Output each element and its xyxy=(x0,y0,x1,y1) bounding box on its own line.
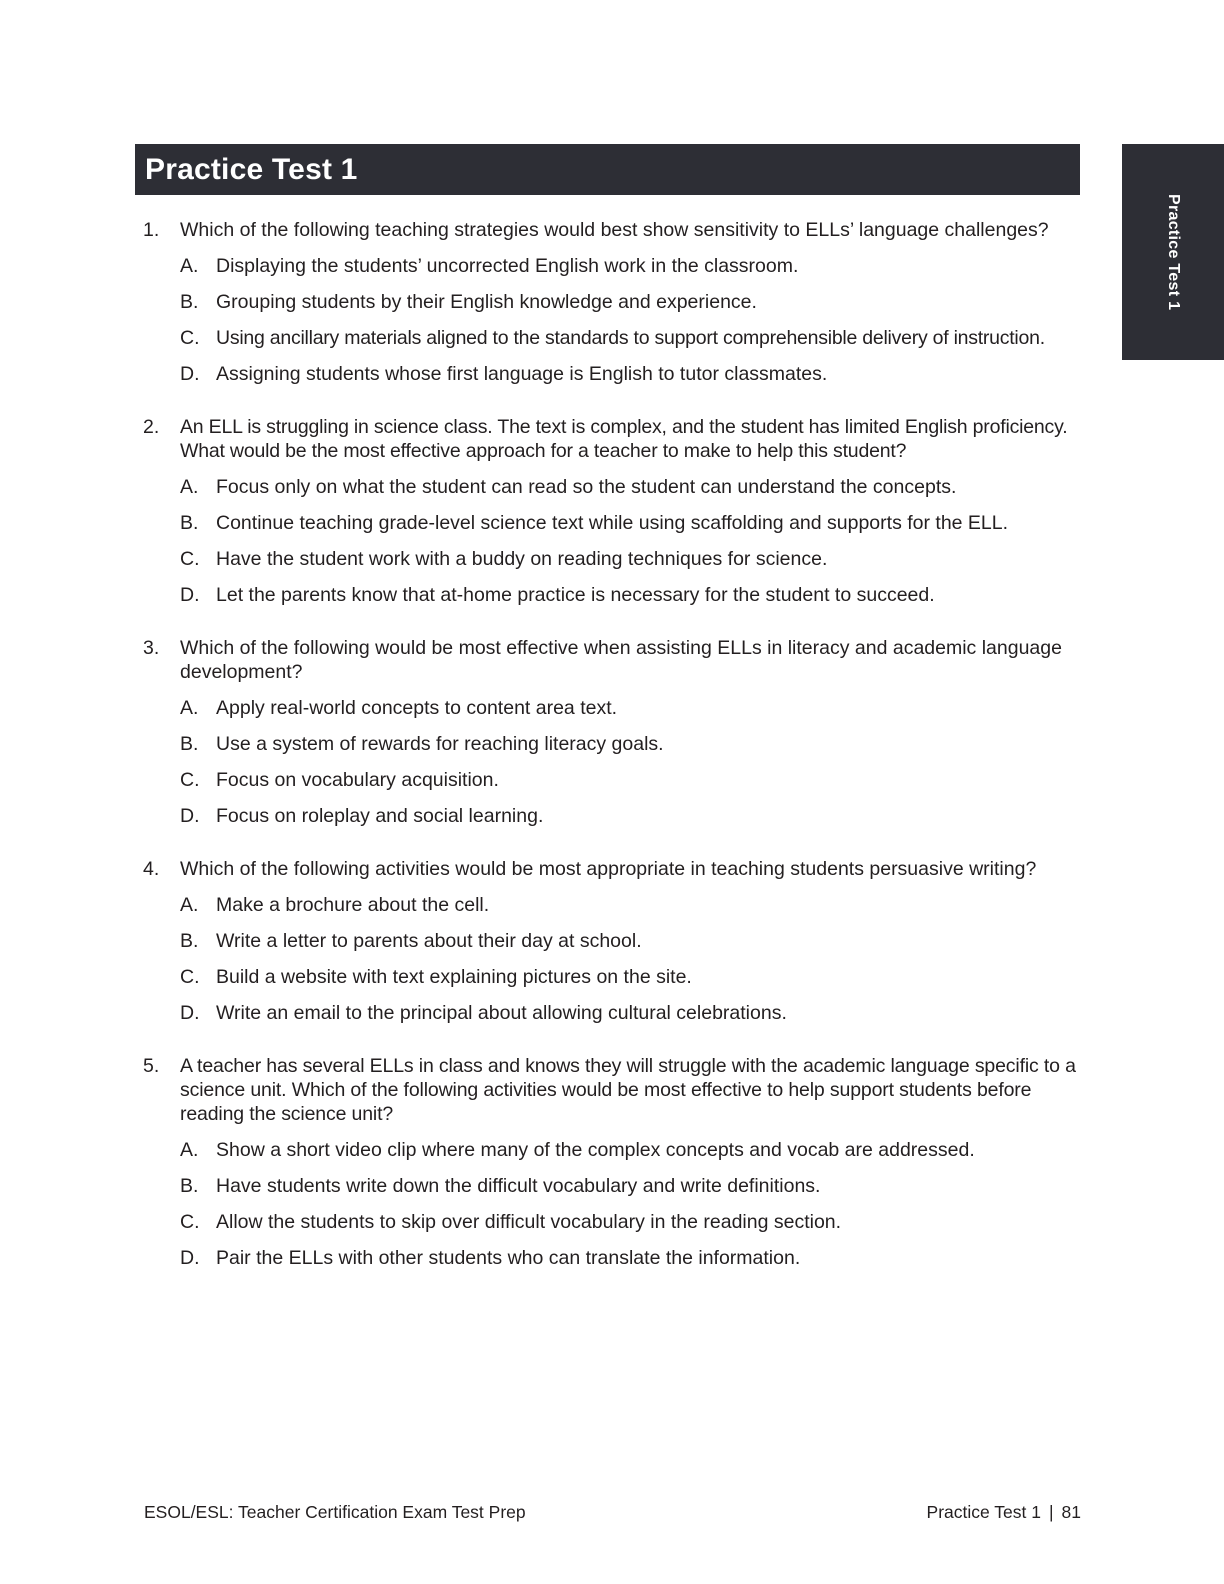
option-letter: B. xyxy=(180,512,199,534)
question-list xyxy=(143,218,1088,1299)
option-text: Show a short video clip where many of the complex concepts and vocab are addressed. xyxy=(216,1139,975,1161)
option-letter: C. xyxy=(180,769,200,791)
question-3 xyxy=(143,636,1088,828)
question-4 xyxy=(143,857,1088,1025)
question-number: 4. xyxy=(143,858,160,880)
option-letter: D. xyxy=(180,363,200,385)
answer-option xyxy=(143,290,1088,314)
page-title: Practice Test 1 xyxy=(145,152,358,186)
option-text: Write an email to the principal about allowing cultural celebrations. xyxy=(216,1002,787,1024)
answer-options xyxy=(143,254,1088,386)
answer-option xyxy=(143,1001,1088,1025)
side-tab-label: Practice Test 1 xyxy=(1165,194,1182,311)
option-letter: A. xyxy=(180,1139,199,1161)
page-number: 81 xyxy=(1061,1502,1081,1522)
footer-section: Practice Test 1 xyxy=(926,1502,1041,1522)
option-text: Focus only on what the student can read so the student can understand the concepts. xyxy=(216,476,957,498)
option-letter: B. xyxy=(180,1175,199,1197)
option-letter: D. xyxy=(180,584,200,606)
option-letter: A. xyxy=(180,894,199,916)
answer-option xyxy=(143,1246,1088,1270)
question-number: 1. xyxy=(143,219,160,241)
answer-option xyxy=(143,696,1088,720)
answer-option xyxy=(143,732,1088,756)
section-title-bar xyxy=(135,144,1080,195)
option-letter: A. xyxy=(180,697,199,719)
option-letter: B. xyxy=(180,291,199,313)
option-letter: B. xyxy=(180,930,199,952)
option-text: Pair the ELLs with other students who can translate the information. xyxy=(216,1247,801,1269)
option-letter: A. xyxy=(180,255,199,277)
option-text: Using ancillary materials aligned to the standards to support comprehensible delivery of instruction. xyxy=(216,327,1045,349)
option-letter: D. xyxy=(180,1002,200,1024)
answer-option xyxy=(143,1210,1088,1234)
answer-option xyxy=(143,547,1088,571)
answer-option xyxy=(143,583,1088,607)
option-letter: C. xyxy=(180,966,200,988)
option-letter: D. xyxy=(180,805,200,827)
option-text: Displaying the students’ uncorrected English work in the classroom. xyxy=(216,255,799,277)
question-text: Which of the following activities would be most appropriate in teaching students persuasive writing? xyxy=(180,858,1037,880)
option-text: Write a letter to parents about their day at school. xyxy=(216,930,642,952)
option-letter: A. xyxy=(180,476,199,498)
side-tab xyxy=(1122,144,1224,360)
question-text: A teacher has several ELLs in class and knows they will struggle with the academic language specific to a science unit. Which of the following activities would be most effective to help support students before reading the science unit? xyxy=(180,1055,1076,1125)
option-text: Have the student work with a buddy on reading techniques for science. xyxy=(216,548,828,570)
option-text: Allow the students to skip over difficult vocabulary in the reading section. xyxy=(216,1211,842,1233)
option-text: Make a brochure about the cell. xyxy=(216,894,490,916)
option-text: Use a system of rewards for reaching literacy goals. xyxy=(216,733,664,755)
answer-option xyxy=(143,511,1088,535)
option-text: Apply real-world concepts to content area text. xyxy=(216,697,618,719)
question-2 xyxy=(143,415,1088,607)
option-letter: D. xyxy=(180,1247,200,1269)
answer-option xyxy=(143,254,1088,278)
answer-option xyxy=(143,929,1088,953)
option-letter: B. xyxy=(180,733,199,755)
answer-option xyxy=(143,804,1088,828)
question-text: Which of the following teaching strategies would best show sensitivity to ELLs’ language challenges? xyxy=(180,219,1049,241)
option-text: Assigning students whose first language is English to tutor classmates. xyxy=(216,363,828,385)
footer-separator: | xyxy=(1048,1502,1054,1522)
option-text: Focus on roleplay and social learning. xyxy=(216,805,544,827)
answer-options xyxy=(143,475,1088,607)
question-text: An ELL is struggling in science class. The text is complex, and the student has limited English proficiency. What would be the most effective approach for a teacher to make to help this student? xyxy=(180,416,1068,462)
answer-option xyxy=(143,965,1088,989)
option-letter: C. xyxy=(180,1211,200,1233)
option-text: Grouping students by their English knowledge and experience. xyxy=(216,291,757,313)
option-text: Continue teaching grade-level science text while using scaffolding and supports for the ELL. xyxy=(216,512,1009,534)
answer-option xyxy=(143,326,1088,350)
answer-option xyxy=(143,1174,1088,1198)
question-1 xyxy=(143,218,1088,386)
answer-option xyxy=(143,475,1088,499)
answer-option xyxy=(143,362,1088,386)
answer-option xyxy=(143,768,1088,792)
answer-option xyxy=(143,1138,1088,1162)
answer-option xyxy=(143,893,1088,917)
question-text: Which of the following would be most effective when assisting ELLs in literacy and academic language development? xyxy=(180,637,1062,683)
option-text: Have students write down the difficult vocabulary and write definitions. xyxy=(216,1175,821,1197)
option-letter: C. xyxy=(180,327,200,349)
footer-book-title: ESOL/ESL: Teacher Certification Exam Test Prep xyxy=(144,1502,526,1522)
question-5 xyxy=(143,1054,1088,1270)
question-number: 2. xyxy=(143,416,160,438)
question-number: 3. xyxy=(143,637,160,659)
option-text: Focus on vocabulary acquisition. xyxy=(216,769,499,791)
option-text: Build a website with text explaining pictures on the site. xyxy=(216,966,692,988)
option-letter: C. xyxy=(180,548,200,570)
answer-options xyxy=(143,696,1088,828)
answer-options xyxy=(143,1138,1088,1270)
answer-options xyxy=(143,893,1088,1025)
footer-page-info xyxy=(927,1502,1081,1523)
option-text: Let the parents know that at-home practice is necessary for the student to succeed. xyxy=(216,584,935,606)
question-number: 5. xyxy=(143,1055,160,1077)
